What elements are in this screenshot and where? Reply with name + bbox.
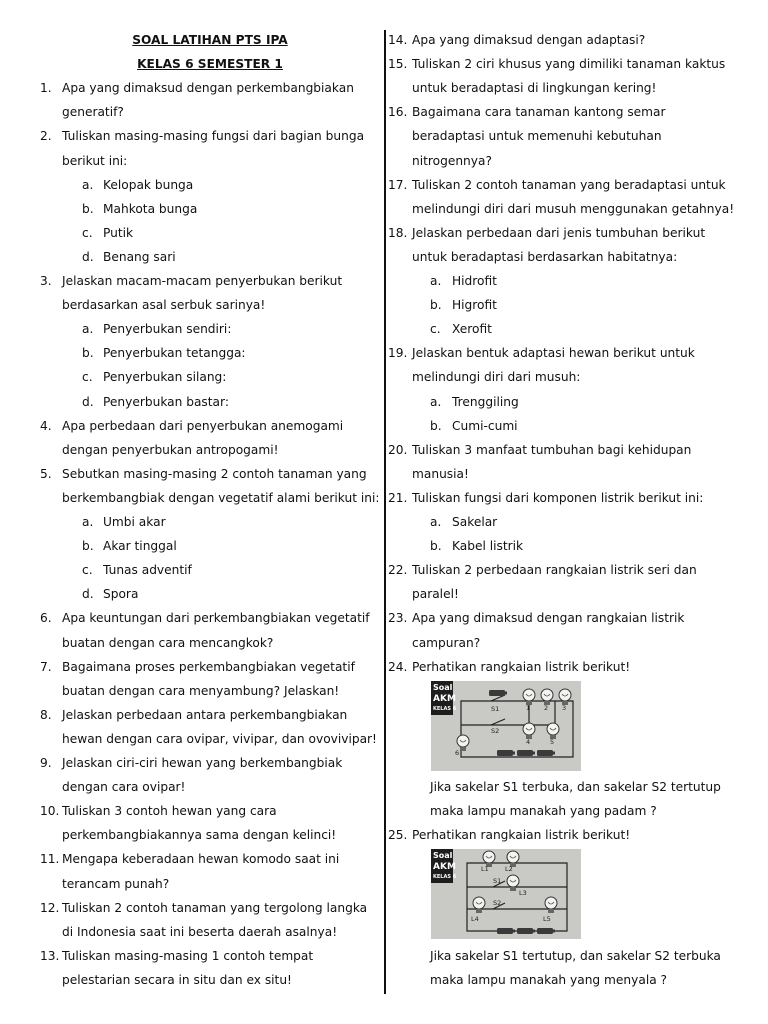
question-text: terancam punah? xyxy=(62,876,170,891)
battery xyxy=(517,750,535,756)
question-text: Bagaimana cara tanaman kantong semar xyxy=(412,105,666,120)
label-s2: S2 xyxy=(491,726,500,735)
question-number: 9. xyxy=(40,756,52,770)
option-text: Penyerbukan bastar: xyxy=(103,394,229,409)
option-letter: d. xyxy=(82,394,94,409)
question-text: Jelaskan ciri-ciri hewan yang berkembangbiak xyxy=(62,756,343,770)
option-letter: b. xyxy=(430,539,442,554)
question-number: 20. xyxy=(388,442,408,457)
question-text: Tuliskan 2 contoh tanaman yang beradaptasi untuk xyxy=(412,177,726,192)
question-number: 13. xyxy=(40,948,60,963)
question-number: 11. xyxy=(40,852,60,867)
question-text: Apa yang dimaksud dengan adaptasi? xyxy=(412,33,646,47)
question-text: Tuliskan masing-masing 1 contoh tempat xyxy=(62,948,314,963)
question-text: nitrogennya? xyxy=(412,153,492,168)
question-number: 12. xyxy=(40,900,60,915)
battery xyxy=(537,928,555,934)
option-text: Hidrofit xyxy=(452,274,497,288)
label-lamp: 4 xyxy=(526,737,531,746)
question-text: perkembangbiakannya sama dengan kelinci! xyxy=(62,828,337,843)
question-text: beradaptasi untuk memenuhi kebutuhan xyxy=(412,129,662,144)
label-lamp: L1 xyxy=(481,865,489,874)
question-number: 25. xyxy=(388,828,408,843)
label-lamp: L3 xyxy=(519,889,527,898)
battery xyxy=(497,928,515,934)
option-letter: b. xyxy=(430,418,442,433)
option-text: Xerofit xyxy=(452,322,492,337)
label-lamp: 3 xyxy=(562,703,567,712)
option-text: Benang sari xyxy=(103,249,176,264)
question-text: maka lampu manakah yang menyala ? xyxy=(430,972,668,987)
question-number: 14. xyxy=(388,33,408,47)
option-text: Tunas adventif xyxy=(103,563,192,578)
question-number: 8. xyxy=(40,707,52,722)
circuit-figure-25 xyxy=(431,849,581,939)
question-text: berikut ini: xyxy=(62,153,128,168)
question-text: Perhatikan rangkaian listrik berikut! xyxy=(412,828,631,843)
question-number: 21. xyxy=(388,490,408,505)
question-number: 22. xyxy=(388,563,408,578)
circuit-figure-24 xyxy=(431,681,581,771)
question-number: 17. xyxy=(388,177,408,192)
lamp-1 xyxy=(523,689,535,705)
option-text: Spora xyxy=(103,587,139,602)
option-text: Penyerbukan sendiri: xyxy=(103,322,232,337)
option-letter: b. xyxy=(82,346,94,361)
label-s1: S1 xyxy=(493,877,502,886)
option-letter: c. xyxy=(82,563,93,578)
question-text: Jika sakelar S1 tertutup, dan sakelar S2 terbuka xyxy=(430,948,721,963)
label-lamp: 5 xyxy=(550,737,555,746)
option-letter: d. xyxy=(82,587,94,602)
option-text: Penyerbukan tetangga: xyxy=(103,346,246,361)
option-letter: c. xyxy=(82,370,93,385)
question-text: di Indonesia saat ini beserta daerah asalnya! xyxy=(62,924,338,939)
question-number: 2. xyxy=(40,129,52,144)
option-letter: c. xyxy=(430,322,441,337)
option-letter: a. xyxy=(82,177,94,192)
option-text: Cumi-cumi xyxy=(452,418,518,433)
question-text: Tuliskan 2 contoh tanaman yang tergolong langka xyxy=(62,900,368,915)
option-letter: a. xyxy=(82,322,94,337)
lamp-4 xyxy=(523,723,535,739)
question-number: 5. xyxy=(40,466,52,481)
question-text: Jelaskan perbedaan dari jenis tumbuhan berikut xyxy=(412,225,706,240)
question-text: buatan dengan cara menyambung? Jelaskan! xyxy=(62,683,340,698)
question-text: dengan penyerbukan antropogami! xyxy=(62,442,279,457)
question-text: Tuliskan masing-masing fungsi dari bagian bunga xyxy=(62,129,365,144)
question-text: melindungi diri dari musuh: xyxy=(412,370,581,385)
question-number: 18. xyxy=(388,225,408,240)
question-number: 6. xyxy=(40,611,52,626)
question-text: manusia! xyxy=(412,466,469,481)
option-letter: d. xyxy=(82,249,94,264)
option-text: Kabel listrik xyxy=(452,539,524,554)
question-text: berdasarkan asal serbuk sarinya! xyxy=(62,298,266,313)
question-text: Tuliskan 2 perbedaan rangkaian listrik seri dan xyxy=(412,563,697,578)
label-lamp: L2 xyxy=(505,865,513,874)
option-letter: b. xyxy=(82,539,94,554)
question-number: 16. xyxy=(388,105,408,120)
label-lamp: L5 xyxy=(543,915,551,924)
label-lamp: L4 xyxy=(471,915,479,924)
question-text: melindungi diri dari musuh menggunakan getahnya! xyxy=(412,201,735,216)
question-number: 19. xyxy=(388,346,408,361)
question-text: Apa keuntungan dari perkembangbiakan vegetatif xyxy=(62,611,370,626)
lamp-2 xyxy=(541,689,553,705)
battery xyxy=(497,750,515,756)
question-text: Apa perbedaan dari penyerbukan anemogami xyxy=(62,418,344,433)
question-number: 3. xyxy=(40,274,52,288)
label-lamp: 1 xyxy=(526,703,531,712)
lamp-3 xyxy=(559,689,571,705)
question-text: hewan dengan cara ovipar, vivipar, dan ovovivipar! xyxy=(62,731,377,746)
switch-s2 xyxy=(491,719,505,725)
option-text: Penyerbukan silang: xyxy=(103,370,227,385)
question-text: untuk beradaptasi di lingkungan kering! xyxy=(412,81,657,96)
question-number: 15. xyxy=(388,57,408,72)
battery xyxy=(517,928,535,934)
question-text: Bagaimana proses perkembangbiakan vegetatif xyxy=(62,659,355,674)
option-letter: b. xyxy=(82,201,94,216)
lamp-l4 xyxy=(473,897,485,913)
question-number: 7. xyxy=(40,659,52,674)
option-text: Putik xyxy=(103,225,134,240)
label-lamp: 2 xyxy=(544,703,549,712)
label-lamp: 6 xyxy=(455,748,460,757)
option-letter: b. xyxy=(430,298,442,313)
question-text: maka lampu manakah yang padam ? xyxy=(430,804,657,819)
question-text: Mengapa keberadaan hewan komodo saat ini xyxy=(62,852,340,867)
option-text: Mahkota bunga xyxy=(103,201,198,216)
question-text: Tuliskan 2 ciri khusus yang dimiliki tanaman kaktus xyxy=(412,57,726,72)
badge-text: KELAS 6 xyxy=(433,874,457,881)
question-number: 1. xyxy=(40,81,52,96)
question-text: Sebutkan masing-masing 2 contoh tanaman yang xyxy=(62,466,367,481)
lamp-l5 xyxy=(545,897,557,913)
column-divider xyxy=(384,30,386,994)
question-text: Jelaskan bentuk adaptasi hewan berikut untuk xyxy=(412,346,695,361)
option-text: Sakelar xyxy=(452,515,498,529)
question-text: campuran? xyxy=(412,635,481,650)
question-text: paralel! xyxy=(412,587,459,602)
circuit-wire xyxy=(461,701,555,725)
question-text: Jelaskan macam-macam penyerbukan berikut xyxy=(62,274,343,288)
badge-text: AKM xyxy=(433,693,456,704)
badge-text: Soal xyxy=(433,682,453,692)
question-text: Tuliskan fungsi dari komponen listrik berikut ini: xyxy=(412,490,704,505)
option-text: Umbi akar xyxy=(103,515,166,529)
option-letter: c. xyxy=(82,225,93,240)
label-s2: S2 xyxy=(493,899,502,908)
label-s1: S1 xyxy=(491,704,500,713)
question-text: dengan cara ovipar! xyxy=(62,780,186,795)
battery xyxy=(537,750,555,756)
question-number: 10. xyxy=(40,804,60,819)
question-number: 4. xyxy=(40,418,52,433)
battery xyxy=(489,690,507,696)
question-text: Jelaskan perbedaan antara perkembangbiakan xyxy=(62,707,348,722)
question-text: Apa yang dimaksud dengan rangkaian listrik xyxy=(412,611,685,626)
question-text: generatif? xyxy=(62,105,124,120)
option-text: Higrofit xyxy=(452,298,497,313)
question-text: pelestarian secara in situ dan ex situ! xyxy=(62,972,292,987)
question-text: untuk beradaptasi berdasarkan habitatnya: xyxy=(412,249,678,264)
option-letter: a. xyxy=(430,515,442,529)
page-title: SOAL LATIHAN PTS IPA xyxy=(132,33,288,47)
option-text: Kelopak bunga xyxy=(103,177,194,192)
lamp-l3 xyxy=(507,875,519,891)
question-text: berkembangbiak dengan vegetatif alami berikut ini: xyxy=(62,490,380,505)
option-letter: a. xyxy=(82,515,94,529)
option-letter: a. xyxy=(430,274,442,288)
badge-text: Soal xyxy=(433,851,453,861)
question-text: Jika sakelar S1 terbuka, dan sakelar S2 tertutup xyxy=(430,780,721,795)
question-number: 23. xyxy=(388,611,408,626)
lamp-5 xyxy=(547,723,559,739)
question-text: Tuliskan 3 contoh hewan yang cara xyxy=(62,804,277,819)
question-text: Perhatikan rangkaian listrik berikut! xyxy=(412,659,631,674)
page-subtitle: KELAS 6 SEMESTER 1 xyxy=(137,57,283,72)
question-text: Apa yang dimaksud dengan perkembangbiakan xyxy=(62,81,354,96)
badge-text: KELAS 6 xyxy=(433,705,457,712)
question-number: 24. xyxy=(388,659,408,674)
option-text: Trenggiling xyxy=(452,394,519,409)
badge-text: AKM xyxy=(433,862,456,873)
question-text: Tuliskan 3 manfaat tumbuhan bagi kehidupan xyxy=(412,442,692,457)
question-text: buatan dengan cara mencangkok? xyxy=(62,635,274,650)
option-text: Akar tinggal xyxy=(103,539,177,554)
option-letter: a. xyxy=(430,394,442,409)
